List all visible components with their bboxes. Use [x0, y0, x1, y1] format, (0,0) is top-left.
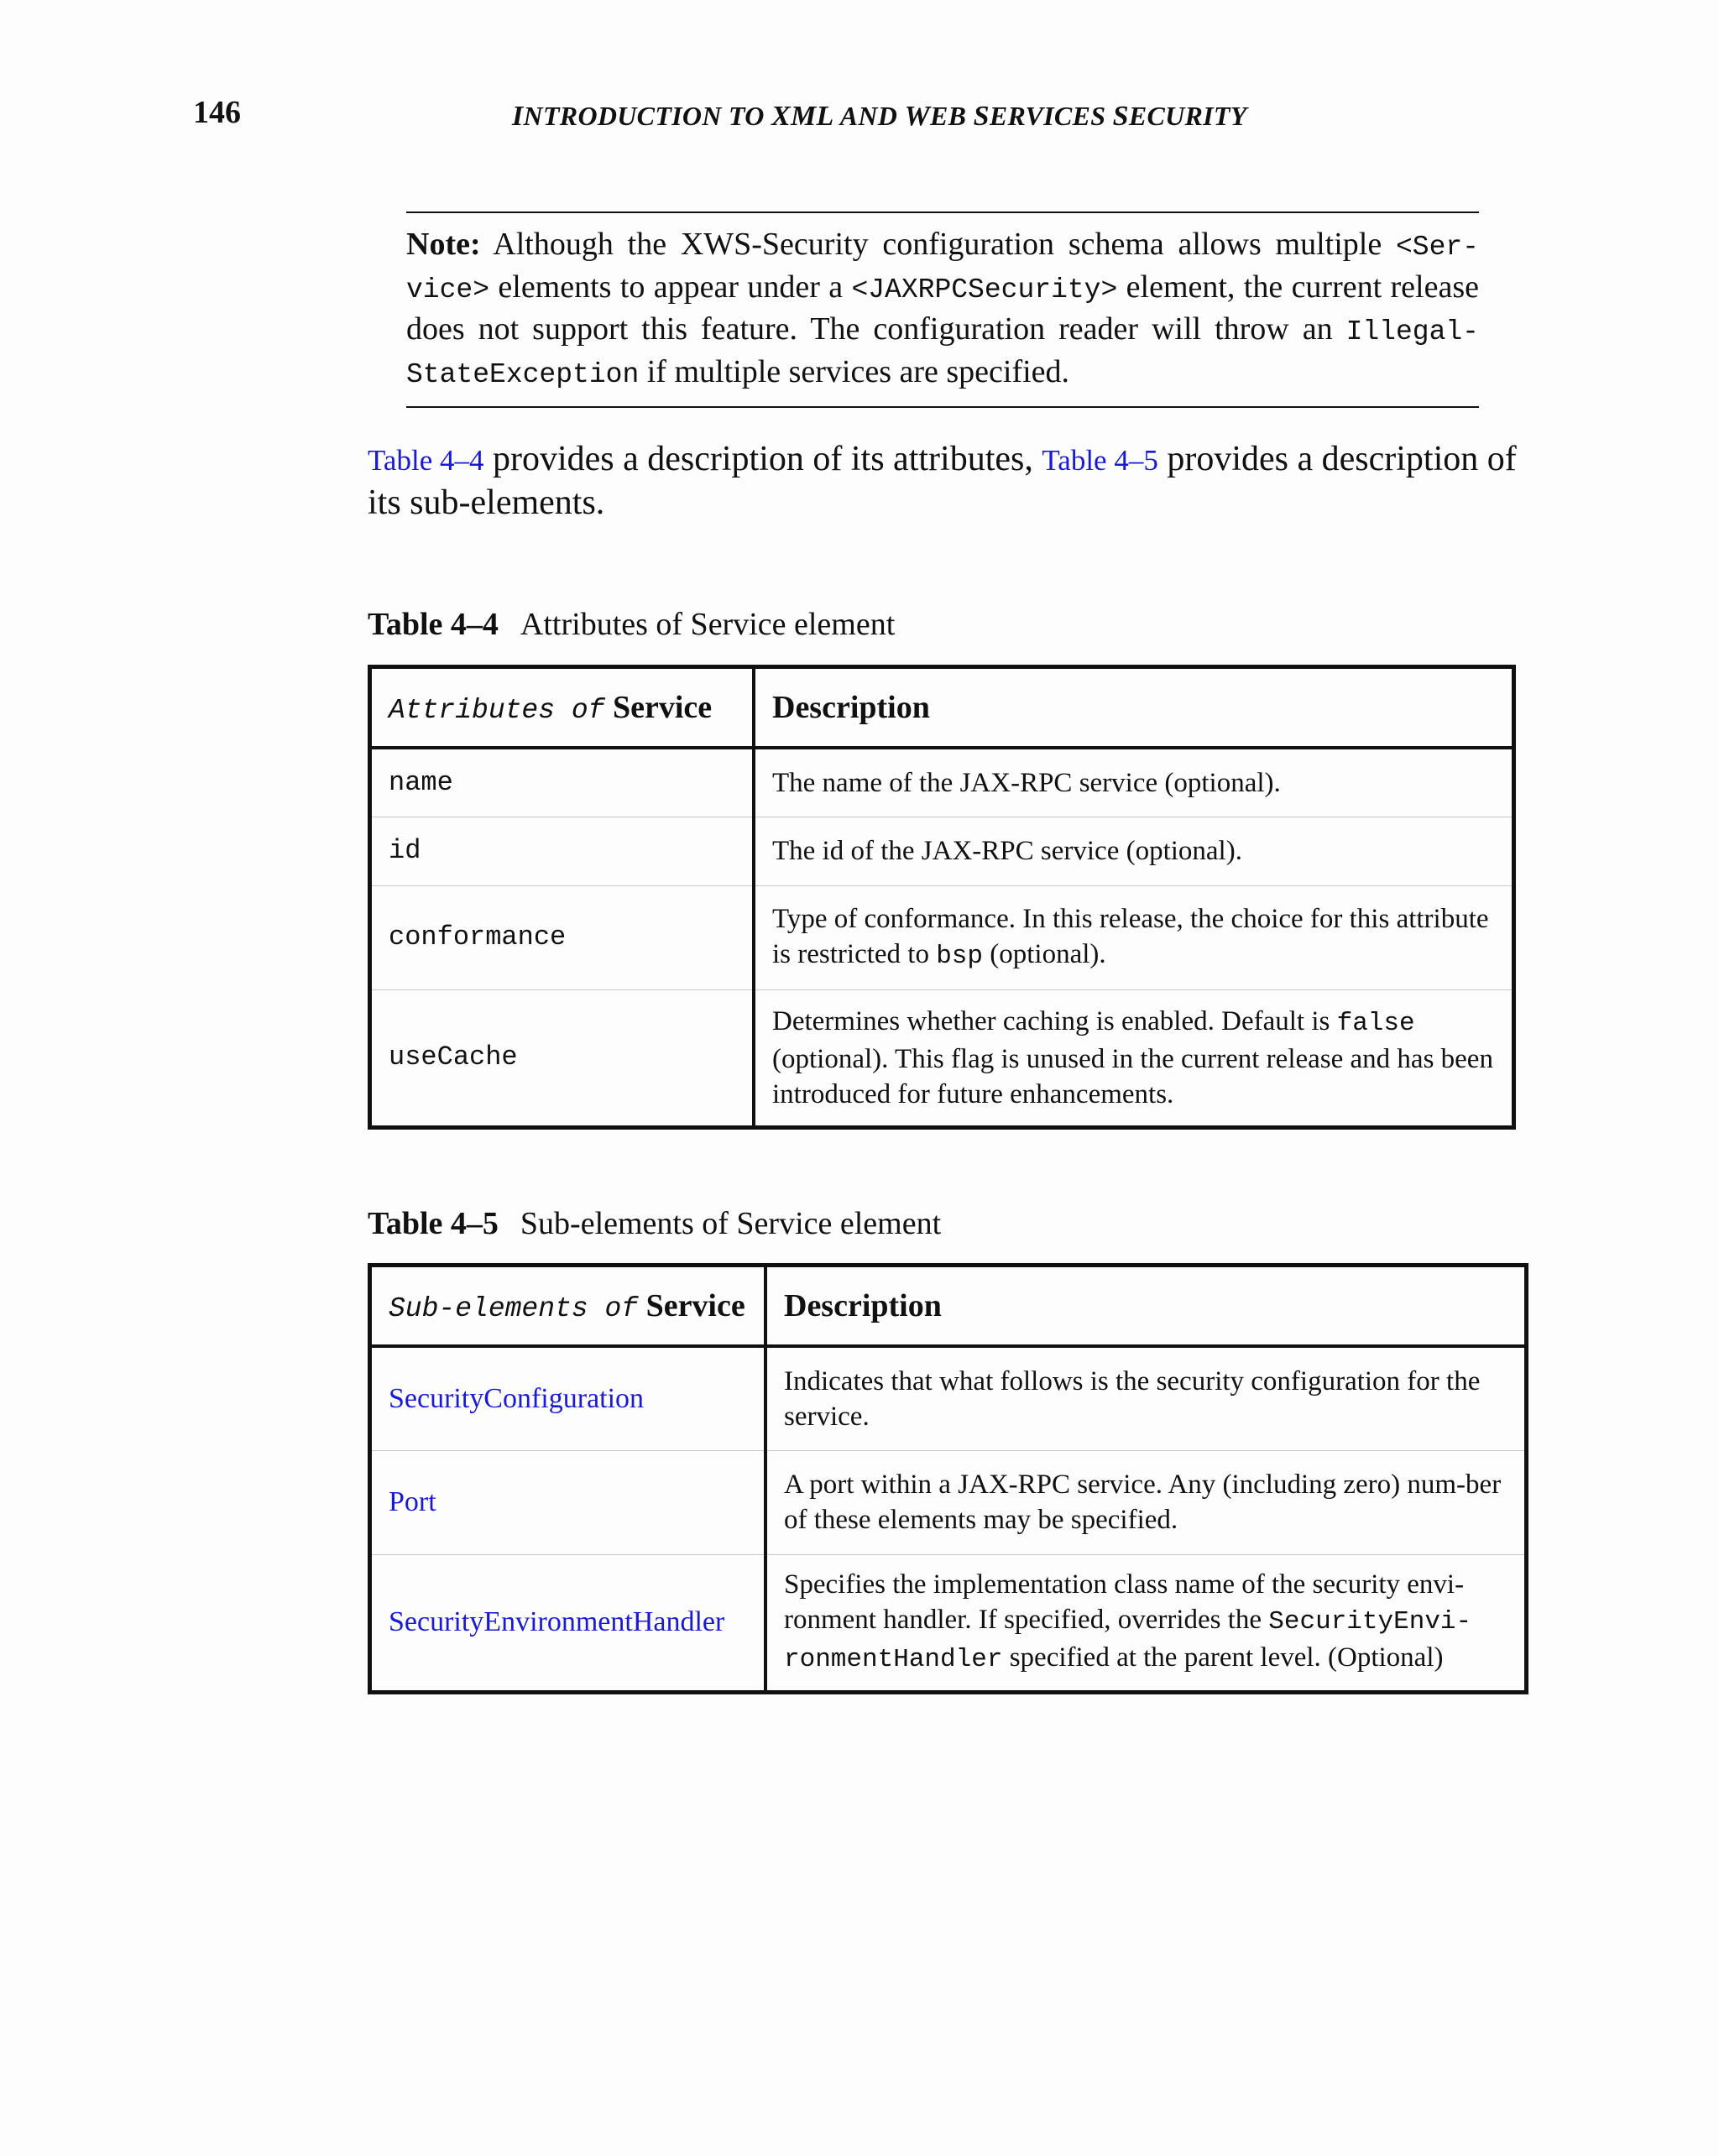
table-row: [370, 748, 1514, 817]
header-description: Description: [765, 1266, 1527, 1347]
table-header-row: [370, 667, 1514, 749]
attr-desc: [754, 885, 1514, 989]
note-text-3: element, the current release does not support this feature. The configuration reader will throw an: [406, 269, 1479, 347]
table-row: [370, 1450, 1527, 1554]
rh-web: EB: [930, 101, 974, 131]
caption-text: Attributes of Service element: [520, 607, 896, 642]
intro-paragraph: [368, 438, 1526, 524]
desc-code: bsp: [936, 941, 984, 971]
table-row: [370, 989, 1514, 1127]
note-code-jaxrpcsecurity: <JAXRPCSecurity>: [851, 274, 1118, 305]
page-number: 146: [193, 95, 241, 130]
desc-code: false: [1336, 1008, 1415, 1038]
note-label: Note:: [406, 227, 481, 262]
attr-desc: The name of the JAX-RPC service (optional).: [754, 748, 1514, 817]
header-mono: Sub-elements of: [389, 1293, 639, 1324]
attr-name: name: [370, 748, 755, 817]
rh-w: W: [904, 101, 931, 132]
desc-text: specified at the parent level. (Optional): [1002, 1642, 1444, 1673]
note-box: [406, 211, 1479, 408]
link-table-4-4[interactable]: Table 4–4: [368, 444, 484, 477]
note-code-exception: Illegal-StateException: [406, 316, 1479, 390]
link-port[interactable]: Port: [370, 1450, 766, 1554]
intro-text-2: provides a description of its sub-elements.: [368, 440, 1517, 522]
running-head: [512, 101, 1247, 133]
link-security-configuration[interactable]: SecurityConfiguration: [370, 1346, 766, 1450]
table-row: [370, 1346, 1527, 1450]
header-bold: Service: [638, 1288, 745, 1323]
table-row: [370, 817, 1514, 885]
attr-name: id: [370, 817, 755, 885]
header-sub-elements: [370, 1266, 766, 1347]
rh-s2: S: [1112, 101, 1129, 132]
rh-xml: XML: [771, 101, 834, 132]
intro-text-1: provides a description of its attributes,: [483, 440, 1042, 478]
sub-desc: [765, 1554, 1527, 1692]
attr-desc: The id of the JAX-RPC service (optional).: [754, 817, 1514, 885]
table-header-row: [370, 1266, 1527, 1347]
desc-text: Determines whether caching is enabled. Default is: [772, 1005, 1337, 1036]
table-row: [370, 885, 1514, 989]
header-bold: Service: [604, 690, 713, 725]
desc-text: Specifies the implementation class name of the security envi-ronment handler. If specified, overrides the: [784, 1569, 1465, 1635]
rh-and: AND: [833, 101, 905, 131]
link-security-environment-handler[interactable]: SecurityEnvironmentHandler: [370, 1554, 766, 1692]
note-text-4: if multiple services are specified.: [639, 353, 1070, 389]
caption-label: Table 4–5: [368, 1206, 499, 1241]
note-text-2: elements to appear under a: [489, 269, 852, 305]
desc-text: (optional).: [983, 938, 1106, 969]
rh-s1: S: [973, 101, 990, 132]
sub-elements-table: [368, 1263, 1528, 1694]
attr-name: conformance: [370, 885, 755, 989]
rh-i: I: [512, 101, 524, 132]
caption-label: Table 4–4: [368, 607, 499, 642]
header-description: Description: [754, 667, 1514, 749]
rh-services: ERVICES: [989, 101, 1113, 131]
desc-text: Type of conformance. In this release, the choice for this attribute is restricted to: [772, 903, 1489, 969]
attributes-table: [368, 665, 1516, 1130]
link-table-4-5[interactable]: Table 4–5: [1042, 444, 1158, 477]
note-text-1: Although the XWS-Security configuration schema allows multiple: [480, 227, 1396, 262]
table-4-4-caption: [368, 606, 895, 643]
sub-desc: Indicates that what follows is the security configuration for the service.: [765, 1346, 1527, 1450]
header-mono: Attributes of: [389, 695, 605, 726]
note-code-service: <Ser-vice>: [406, 232, 1479, 305]
attr-desc: [754, 989, 1514, 1127]
rh-introduction: NTRODUCTION TO: [523, 101, 772, 131]
desc-code: SecurityEnvi-ronmentHandler: [784, 1607, 1472, 1674]
table-row: [370, 1554, 1527, 1692]
sub-desc: A port within a JAX-RPC service. Any (including zero) num-ber of these elements may be specified.: [765, 1450, 1527, 1554]
rh-security: ECURITY: [1128, 101, 1247, 131]
attr-name: useCache: [370, 989, 755, 1127]
desc-text: (optional). This flag is unused in the current release and has been introduced for future enhancements.: [772, 1043, 1493, 1109]
caption-text: Sub-elements of Service element: [520, 1206, 942, 1241]
header-attributes: [370, 667, 755, 749]
table-4-5-caption: [368, 1205, 941, 1242]
